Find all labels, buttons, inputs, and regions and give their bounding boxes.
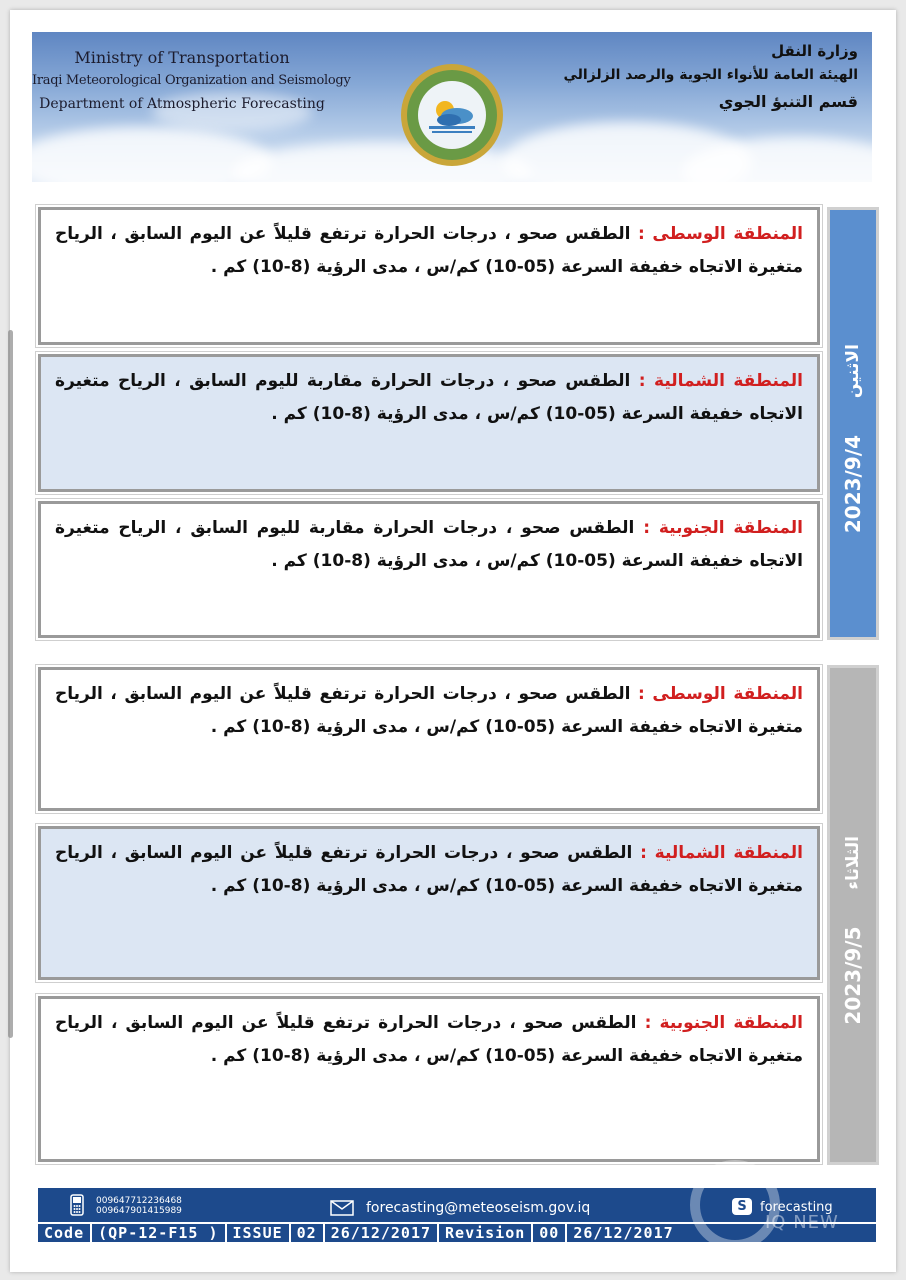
day-tab-tuesday [827,665,879,1165]
forecast-box-central [38,667,820,811]
organization-name-ar: الهيئة العامة للأنواء الجوية والرصد الزلزالي [563,67,858,83]
forecast-box-southern [38,501,820,638]
ministry-name-en: Ministry of Transportation [74,48,290,67]
header-english-block [32,46,351,116]
revision-number: 00 [533,1224,567,1242]
forecast-text: الطقس صحو ، درجات الحرارة ترتفع قليلاً عن اليوم السابق ، الرياح متغيرة الاتجاه خفيفة السرعة (05-10) كم/س ، مدى الرؤية (8-10) كم . [55,843,803,896]
forecast-box-northern [38,826,820,980]
phone-numbers [96,1196,182,1216]
scrollbar[interactable] [8,330,13,1038]
region-label: المنطقة الوسطى : [638,224,803,244]
watermark-ring [690,1160,780,1250]
organization-name-en: Iraqi Meteorological Organization and Seismology [32,73,351,88]
issue-date: 26/12/2017 [325,1224,439,1242]
skype-handle[interactable]: forecasting [760,1200,833,1215]
forecast-text: الطقس صحو ، درجات الحرارة ترتفع قليلاً عن اليوم السابق ، الرياح متغيرة الاتجاه خفيفة السرعة (05-10) كم/س ، مدى الرؤية (8-10) كم . [55,224,803,277]
region-label: المنطقة الشمالية : [638,371,803,391]
issue-number: 02 [291,1224,325,1242]
forecast-box-southern [38,996,820,1162]
code-value: (QP-12-F15 ) [92,1224,226,1242]
revision-date: 26/12/2017 [573,1224,674,1242]
phone-number[interactable]: 009647901415989 [96,1206,182,1216]
issue-label: ISSUE [227,1224,291,1242]
header-banner [32,32,872,182]
mail-icon [330,1200,354,1216]
region-label: المنطقة الوسطى : [638,684,803,704]
day-date: 2023/9/5 [841,926,865,1025]
ministry-name-ar: وزارة النقل [771,42,858,60]
forecast-box-central [38,207,820,345]
region-label: المنطقة الشمالية : [640,843,803,863]
department-name-ar: قسم التنبؤ الجوي [718,92,858,111]
forecast-box-northern [38,354,820,492]
forecast-text: الطقس صحو ، درجات الحرارة مقاربة لليوم السابق ، الرياح متغيرة الاتجاه خفيفة السرعة (05-10) كم/س ، مدى الرؤية (8-10) كم . [55,371,803,424]
day-name: الاثنين [843,343,863,398]
organization-logo-icon [399,62,505,168]
forecast-text: الطقس صحو ، درجات الحرارة ترتفع قليلاً عن اليوم السابق ، الرياح متغيرة الاتجاه خفيفة السرعة (05-10) كم/س ، مدى الرؤية (8-10) كم . [55,1013,803,1066]
email-link[interactable]: forecasting@meteoseism.gov.iq [366,1200,591,1216]
day-name: الثلاثاء [843,835,863,890]
code-label: Code [38,1224,92,1242]
skype-icon: S [732,1198,752,1215]
day-date: 2023/9/4 [841,434,865,534]
department-name-en: Department of Atmospheric Forecasting [39,96,325,112]
phone-icon [70,1194,84,1216]
region-label: المنطقة الجنوبية : [643,518,803,538]
forecast-text: الطقس صحو ، درجات الحرارة ترتفع قليلاً عن اليوم السابق ، الرياح متغيرة الاتجاه خفيفة السرعة (05-10) كم/س ، مدى الرؤية (8-10) كم . [55,684,803,737]
phone-number[interactable]: 009647712236468 [96,1196,182,1206]
day-tab-monday [827,207,879,640]
watermark-text: IQ NEW [765,1212,839,1233]
header-arabic-block [538,40,858,116]
revision-label: Revision [439,1224,533,1242]
region-label: المنطقة الجنوبية : [644,1013,803,1033]
forecast-text: الطقس صحو ، درجات الحرارة مقاربة لليوم السابق ، الرياح متغيرة الاتجاه خفيفة السرعة (05-10) كم/س ، مدى الرؤية (8-10) كم . [55,518,803,571]
